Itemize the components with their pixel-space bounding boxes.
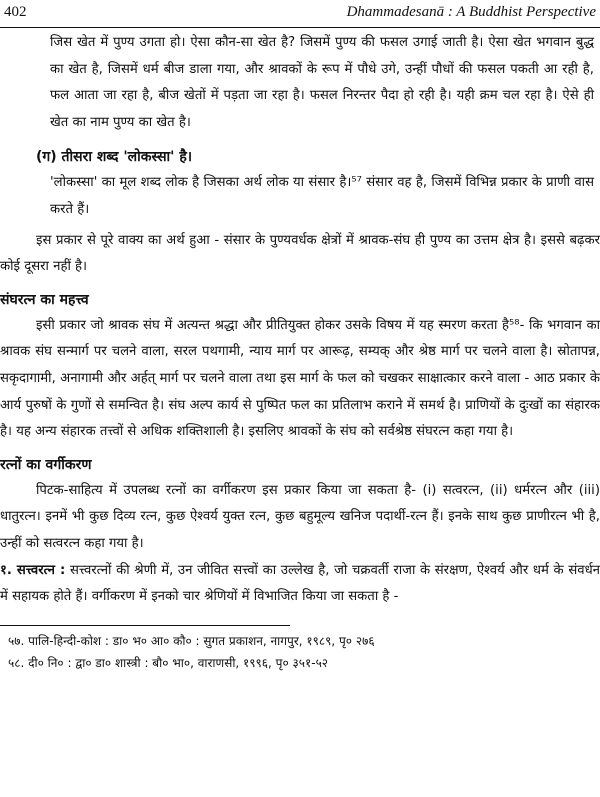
running-title: Dhammadesanā : A Buddhist Perspective xyxy=(346,4,596,20)
footnote-57: ५७. पालि-हिन्दी-कोश : डा० भ० आ० कौ० : सुगत प्रकाशन, नागपुर, १९८९, पृ० २७६ xyxy=(8,633,375,648)
sattvaratna-text: सत्त्वरत्नों की श्रेणी में, उन जीवित सत्त्वों का उल्लेख है, जो चक्रवर्ती राजा के संरक्षण, ऐश्वर्य और धर्म के संवर्धन में सहायक होते हैं। वर्गीकरण में इनको चार श्रेणियों में विभाजित किया जा सकता है - xyxy=(0,562,600,605)
page-number: 402 xyxy=(4,4,27,20)
page-body xyxy=(0,30,600,674)
paragraph-classification: पिटक-साहित्य में उपलब्ध रत्नों का वर्गीकरण इस प्रकार किया जा सकता है- (i) सत्वरत्न, (ii) धर्मरत्न और (iii) धातुरत्न। इनमें भी कुछ दिव्य रत्न, कुछ ऐश्वर्य युक्त रत्न, कुछ बहुमूल्य खनिज पदार्थी-रत्न हैं। इनके साथ कुछ प्राणीरत्न भी है, उन्हीं को सत्वरत्न कहा गया है। xyxy=(0,482,600,551)
sattvaratna-label: १. सत्त्वरत्न : xyxy=(0,562,66,578)
paragraph-sattvaratna xyxy=(0,558,600,611)
paragraph-merit-field: जिस खेत में पुण्य उगता हो। ऐसा कौन-सा खेत है? जिसमें पुण्य की फसल उगाई जाती है। ऐसा खेत भगवान बुद्ध का खेत है, जिसमें धर्म बीज डाला गया, और श्रावकों के रूप में पौधे उगे, उन्हीं पौधों की फसल पकती आ रही है, फल आता जा रहा है, बीज खेतों में पड़ता जा रहा है। फसल निरन्तर पैदा हो रही है। यही क्रम चल रहा है। ऐसे ही खेत का नाम पुण्य का खेत है। xyxy=(50,35,594,130)
heading-sangharatna-importance: संघरत्न का महत्त्व xyxy=(0,291,89,308)
subheading-third-word: (ग) तीसरा शब्द 'लोकस्सा' है। xyxy=(36,149,193,166)
heading-ratna-classification: रत्नों का वर्गीकरण xyxy=(0,456,92,473)
paragraph-lokassa: 'लोकस्सा' का मूल शब्द लोक है जिसका अर्थ लोक या संसार है।⁵⁷ संसार वह है, जिसमें विभिन्न प्रकार के प्राणी वास करते हैं। xyxy=(50,175,594,217)
paragraph-sentence-meaning: इस प्रकार से पूरे वाक्य का अर्थ हुआ - संसार के पुण्यवर्धक क्षेत्रों में श्रावक-संघ ही पुण्य का उत्तम क्षेत्र है। इससे बढ़कर कोई दूसरा नहीं है। xyxy=(0,232,600,275)
header-rule xyxy=(0,27,600,28)
footnotes xyxy=(0,630,600,674)
paragraph-sangha-qualities: इसी प्रकार जो श्रावक संघ में अत्यन्त श्रद्धा और प्रीतियुक्त होकर उसके विषय में यह स्मरण करता है⁵⁸- कि भगवान का श्रावक संघ सन्मार्ग पर चलने वाला, सरल पथगामी, न्याय मार्ग पर आरूढ़, सम्यक् और श्रेष्ठ मार्ग पर चलने वाला है। स्रोतापन्न, सकृदागामी, अनागामी और अर्हत् मार्ग पर चलने वाला तथा इस मार्ग के फल को चखकर साक्षात्कार करने वाला - आठ प्रकार के आर्य पुरुषों के गुणों से समन्वित है। संघ अल्प कार्य से पुष्पित फल का प्रतिलाभ कराने में समर्थ है। प्राणियों के दुःखों का संहारक है। यह अन्य संहारक तत्त्वों से अधिक शक्तिशाली है। इसलिए श्रावकों के संघ को सर्वश्रेष्ठ संघरत्न कहा गया है। xyxy=(0,317,600,440)
footnote-rule xyxy=(0,625,290,626)
footnote-58: ५८. दी० नि० : द्वा० डा० शास्त्री : बौ० भा०, वाराणसी, १९९६, पृ० ३५१-५२ xyxy=(8,655,329,670)
page-header xyxy=(0,4,600,26)
